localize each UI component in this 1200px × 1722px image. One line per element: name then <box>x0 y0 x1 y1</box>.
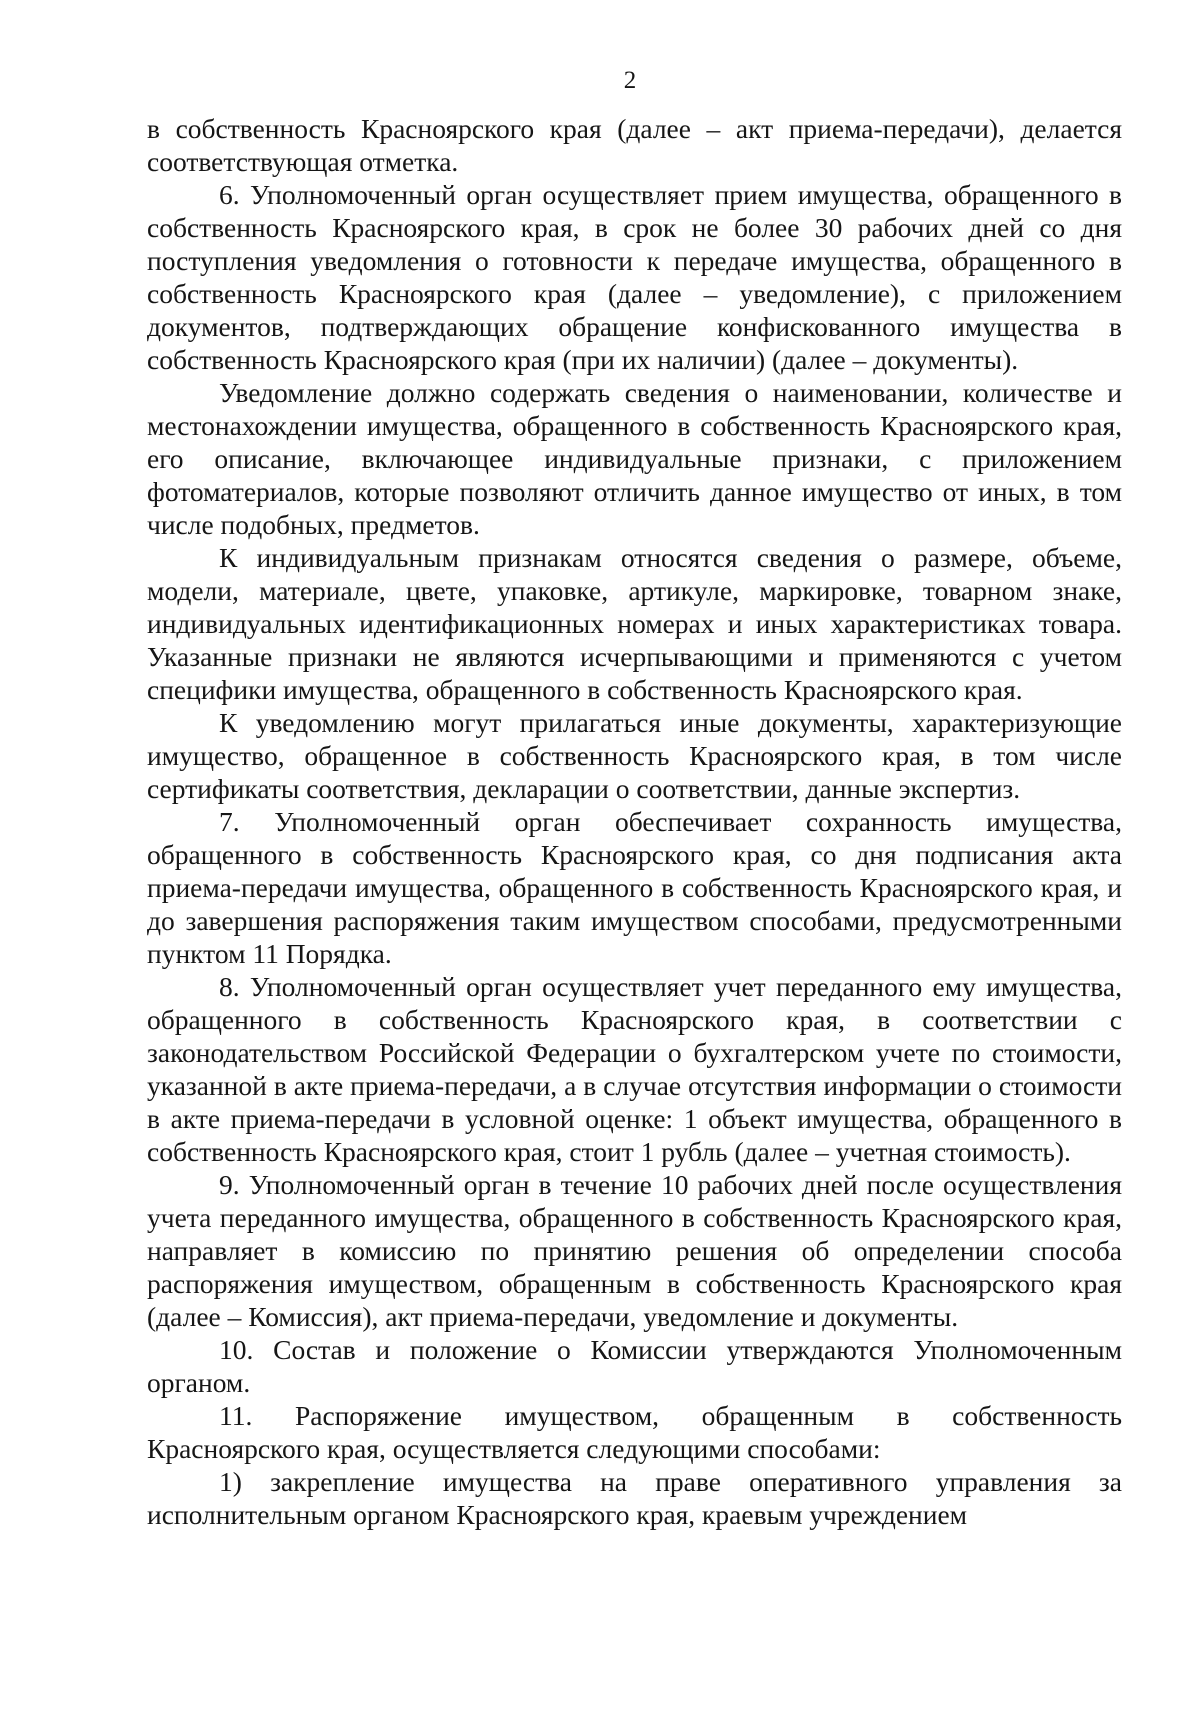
paragraph-notification-content: Уведомление должно содержать сведения о наименовании, количестве и местонахождении имущества, обращенного в собственность Красноярского края, его описание, включающее индивидуальные признаки, с приложением фотоматериалов, которые позволяют отличить данное имущество от иных, в том числе подобных, предметов. <box>147 377 1122 540</box>
paragraph-attached-documents: К уведомлению могут прилагаться иные документы, характеризующие имущество, обращенное в собственность Красноярского края, в том числе сертификаты соответствия, декларации о соответствии, данные экспертиз. <box>147 707 1122 804</box>
paragraph-subitem-1: 1) закрепление имущества на праве оперативного управления за исполнительным органом Красноярского края, краевым учреждением <box>147 1466 1122 1530</box>
paragraph-item-9: 9. Уполномоченный орган в течение 10 рабочих дней после осуществления учета переданного имущества, обращенного в собственность Красноярского края, направляет в комиссию по принятию решения об определении способа распоряжения имуществом, обращенным в собственность Красноярского края (далее – Комиссия), акт приема-передачи, уведомление и документы. <box>147 1169 1122 1332</box>
paragraph-item-6: 6. Уполномоченный орган осуществляет прием имущества, обращенного в собственность Красноярского края, в срок не более 30 рабочих дней со дня поступления уведомления о готовности к передаче имущества, обращенного в собственность Красноярского края (далее – уведомление), с приложением документов, подтверждающих обращение конфискованного имущества в собственность Красноярского края (при их наличии) (далее – документы). <box>147 179 1122 375</box>
document-body <box>147 112 1122 1531</box>
paragraph-continuation: в собственность Красноярского края (далее – акт приема-передачи), делается соответствующая отметка. <box>147 113 1122 177</box>
paragraph-item-8: 8. Уполномоченный орган осуществляет учет переданного ему имущества, обращенного в собственность Красноярского края, в соответствии с законодательством Российской Федерации о бухгалтерском учете по стоимости, указанной в акте приема-передачи, а в случае отсутствия информации о стоимости в акте приема-передачи в условной оценке: 1 объект имущества, обращенного в собственность Красноярского края, стоит 1 рубль (далее – учетная стоимость). <box>147 971 1122 1167</box>
paragraph-item-7: 7. Уполномоченный орган обеспечивает сохранность имущества, обращенного в собственность Красноярского края, со дня подписания акта приема-передачи имущества, обращенного в собственность Красноярского края, и до завершения распоряжения таким имуществом способами, предусмотренными пунктом 11 Порядка. <box>147 806 1122 969</box>
paragraph-individual-features: К индивидуальным признакам относятся сведения о размере, объеме, модели, материале, цвете, упаковке, артикуле, маркировке, товарном знаке, индивидуальных идентификационных номерах и иных характеристиках товара. Указанные признаки не являются исчерпывающими и применяются с учетом специфики имущества, обращенного в собственность Красноярского края. <box>147 542 1122 705</box>
paragraph-item-10: 10. Состав и положение о Комиссии утверждаются Уполномоченным органом. <box>147 1334 1122 1398</box>
paragraph-item-11: 11. Распоряжение имуществом, обращенным в собственность Красноярского края, осуществляется следующими способами: <box>147 1400 1122 1464</box>
page-number: 2 <box>623 67 637 94</box>
